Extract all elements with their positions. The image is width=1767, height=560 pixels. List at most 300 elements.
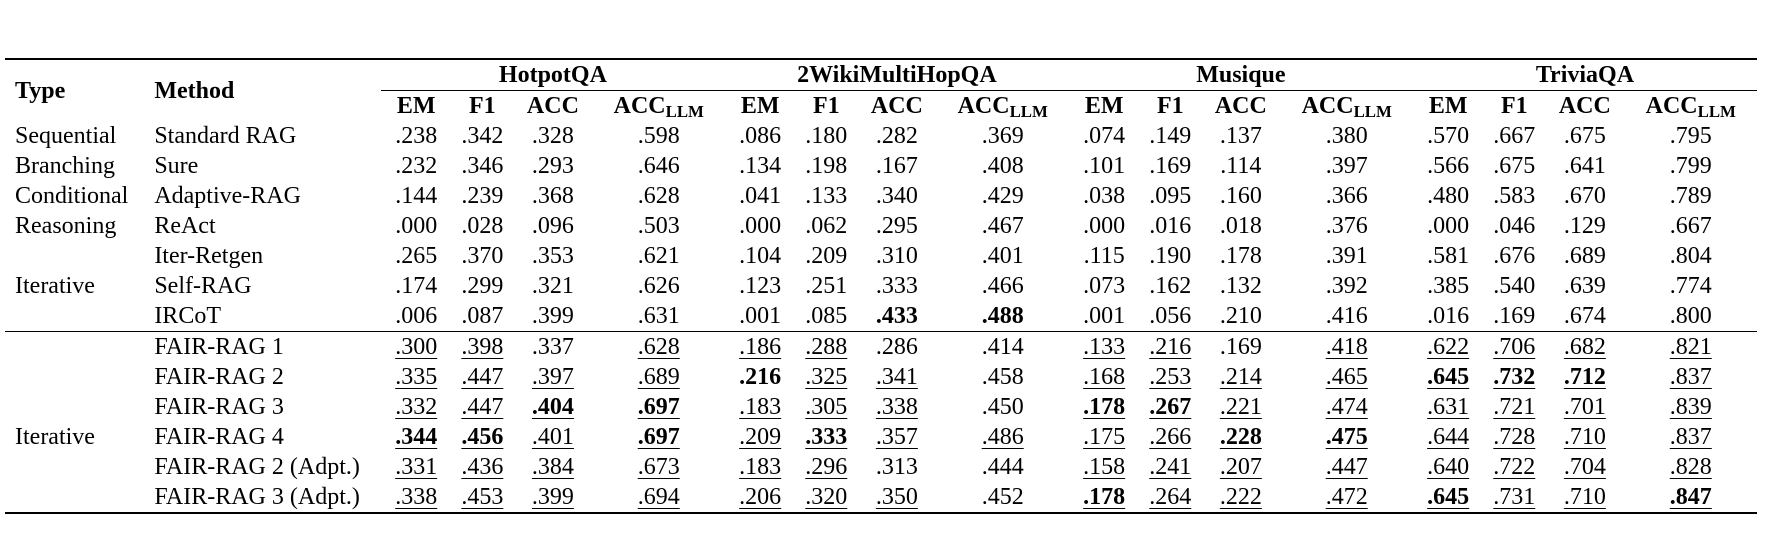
- score-cell: [1069, 332, 1140, 363]
- score-value: .444: [981, 454, 1024, 480]
- score-value: .837: [1669, 364, 1712, 390]
- score-value: .731: [1493, 484, 1536, 510]
- score-value: .670: [1563, 183, 1606, 209]
- metric-header-acc: ACC: [870, 93, 923, 119]
- row-method: FAIR-RAG 2: [154, 364, 284, 390]
- score-cell: [381, 301, 452, 332]
- score-value: .847: [1669, 484, 1712, 510]
- score-cell: [937, 482, 1069, 513]
- score-value: .321: [531, 273, 574, 299]
- score-cell: [725, 151, 796, 181]
- metric-header-em: EM: [740, 93, 780, 119]
- score-cell: [937, 181, 1069, 211]
- score-value: .418: [1325, 334, 1368, 360]
- score-value: .646: [637, 153, 680, 179]
- score-value: .104: [739, 243, 782, 269]
- score-value: .207: [1219, 454, 1262, 480]
- score-cell: [381, 211, 452, 241]
- row-method: ReAct: [154, 213, 216, 239]
- score-value: .305: [805, 394, 848, 420]
- score-cell: [1281, 392, 1413, 422]
- score-value: .472: [1325, 484, 1368, 510]
- score-value: .115: [1083, 243, 1125, 269]
- score-cell: [857, 151, 936, 181]
- score-cell: [513, 241, 592, 271]
- score-value: .401: [981, 243, 1024, 269]
- score-value: .198: [805, 153, 848, 179]
- score-cell: [1625, 121, 1757, 151]
- score-cell: [1413, 181, 1484, 211]
- score-cell: [725, 422, 796, 452]
- score-value: .429: [981, 183, 1024, 209]
- score-value: .583: [1493, 183, 1536, 209]
- score-cell: [1413, 362, 1484, 392]
- score-cell: [1281, 362, 1413, 392]
- score-cell: [1413, 332, 1484, 363]
- score-cell: [1545, 332, 1624, 363]
- score-value: .376: [1325, 213, 1368, 239]
- score-value: .016: [1149, 213, 1192, 239]
- score-cell: [795, 452, 857, 482]
- metric-header-em: EM: [1428, 93, 1468, 119]
- score-cell: [513, 301, 592, 332]
- score-value: .486: [981, 424, 1024, 450]
- metric-acc-label: ACC: [957, 93, 1010, 119]
- results-body: [5, 121, 1757, 513]
- score-cell: [1625, 241, 1757, 271]
- score-cell: [725, 301, 796, 332]
- metric-header-em: EM: [1084, 93, 1124, 119]
- score-cell: [451, 211, 513, 241]
- score-value: .288: [805, 334, 848, 360]
- score-value: .178: [1083, 394, 1126, 420]
- score-value: .320: [805, 484, 848, 510]
- score-cell: [1545, 392, 1624, 422]
- row-type: Iterative: [15, 424, 95, 450]
- score-cell: [857, 271, 936, 301]
- table-row: [5, 452, 1757, 482]
- score-value: .689: [637, 364, 680, 390]
- score-value: .169: [1493, 303, 1536, 329]
- score-cell: [1139, 422, 1201, 452]
- header-type: Type: [5, 59, 148, 121]
- score-cell: [451, 151, 513, 181]
- score-cell: [593, 181, 725, 211]
- score-value: .335: [395, 364, 438, 390]
- score-value: .190: [1149, 243, 1192, 269]
- score-cell: [1139, 241, 1201, 271]
- score-value: .397: [1325, 153, 1368, 179]
- score-cell: [1139, 181, 1201, 211]
- metric-acc-label: ACC: [613, 93, 666, 119]
- score-cell: [1069, 121, 1140, 151]
- score-cell: [725, 392, 796, 422]
- score-value: .397: [531, 364, 574, 390]
- score-value: .839: [1669, 394, 1712, 420]
- score-cell: [1545, 301, 1624, 332]
- score-value: .062: [805, 213, 848, 239]
- score-value: .828: [1669, 454, 1712, 480]
- score-value: .328: [531, 123, 574, 149]
- score-value: .214: [1219, 364, 1262, 390]
- score-value: .628: [637, 183, 680, 209]
- score-value: .467: [981, 213, 1024, 239]
- score-cell: [1545, 422, 1624, 452]
- score-cell: [593, 301, 725, 332]
- metric-header-acc-llm: [1281, 91, 1413, 122]
- score-value: .160: [1219, 183, 1262, 209]
- score-cell: [1201, 181, 1280, 211]
- score-cell: [795, 121, 857, 151]
- score-value: .325: [805, 364, 848, 390]
- score-value: .706: [1493, 334, 1536, 360]
- score-value: .169: [1219, 334, 1262, 360]
- score-cell: [1413, 301, 1484, 332]
- header-method: Method: [148, 59, 381, 121]
- score-cell: [1139, 301, 1201, 332]
- score-value: .645: [1427, 364, 1470, 390]
- score-value: .310: [875, 243, 918, 269]
- score-value: .732: [1493, 364, 1536, 390]
- score-cell: [1139, 332, 1201, 363]
- score-value: .344: [395, 424, 438, 450]
- table-row: [5, 362, 1757, 392]
- score-cell: [513, 181, 592, 211]
- score-value: .046: [1493, 213, 1536, 239]
- score-cell: [1483, 301, 1545, 332]
- score-cell: [795, 151, 857, 181]
- score-cell: [451, 362, 513, 392]
- score-cell: [1281, 241, 1413, 271]
- score-cell: [1201, 241, 1280, 271]
- score-value: .132: [1219, 273, 1262, 299]
- score-cell: [513, 332, 592, 363]
- score-value: .385: [1427, 273, 1470, 299]
- score-cell: [795, 241, 857, 271]
- header-dataset-triviaqa: TriviaQA: [1413, 59, 1757, 91]
- row-method: Adaptive-RAG: [154, 183, 301, 209]
- score-value: .697: [637, 394, 680, 420]
- score-value: .799: [1669, 153, 1712, 179]
- score-cell: [937, 332, 1069, 363]
- score-cell: [1201, 362, 1280, 392]
- score-value: .056: [1149, 303, 1192, 329]
- row-method: Iter-Retgen: [154, 243, 264, 269]
- score-value: .221: [1219, 394, 1262, 420]
- row-method: FAIR-RAG 4: [154, 424, 284, 450]
- row-method: FAIR-RAG 3 (Adpt.): [148, 482, 381, 513]
- score-value: .789: [1669, 183, 1712, 209]
- score-cell: [1483, 452, 1545, 482]
- score-value: .129: [1563, 213, 1606, 239]
- score-value: .222: [1219, 484, 1262, 510]
- score-value: .622: [1427, 334, 1470, 360]
- score-value: .710: [1563, 484, 1606, 510]
- score-value: .178: [1219, 243, 1262, 269]
- score-cell: [1069, 211, 1140, 241]
- header-dataset-musique: Musique: [1069, 59, 1413, 91]
- table-row: [5, 181, 1757, 211]
- score-value: .341: [875, 364, 918, 390]
- score-cell: [857, 422, 936, 452]
- score-value: .644: [1427, 424, 1470, 450]
- score-value: .474: [1325, 394, 1368, 420]
- score-value: .621: [637, 243, 680, 269]
- score-value: .101: [1083, 153, 1126, 179]
- score-cell: [1413, 482, 1484, 513]
- score-value: .503: [637, 213, 680, 239]
- score-value: .433: [875, 303, 918, 329]
- score-cell: [857, 211, 936, 241]
- row-type: [5, 482, 148, 513]
- metric-header-acc-llm: [937, 91, 1069, 122]
- score-value: .697: [637, 424, 680, 450]
- score-cell: [1483, 422, 1545, 452]
- score-value: .447: [461, 364, 504, 390]
- score-cell: [1545, 482, 1624, 513]
- score-value: .169: [1149, 153, 1192, 179]
- score-value: .342: [461, 123, 504, 149]
- score-value: .313: [875, 454, 918, 480]
- table-row: [5, 121, 1757, 151]
- score-cell: [857, 482, 936, 513]
- score-value: .452: [981, 484, 1024, 510]
- score-cell: [1413, 151, 1484, 181]
- score-cell: [1281, 121, 1413, 151]
- score-cell: [513, 392, 592, 422]
- row-method: FAIR-RAG 2 (Adpt.): [154, 454, 360, 480]
- score-value: .095: [1149, 183, 1192, 209]
- score-cell: [1201, 392, 1280, 422]
- score-cell: [451, 181, 513, 211]
- score-value: .366: [1325, 183, 1368, 209]
- score-cell: [593, 362, 725, 392]
- score-value: .206: [739, 484, 782, 510]
- score-cell: [1625, 482, 1757, 513]
- score-value: .174: [395, 273, 438, 299]
- score-value: .639: [1563, 273, 1606, 299]
- score-cell: [1545, 181, 1624, 211]
- score-value: .016: [1427, 303, 1470, 329]
- score-cell: [593, 271, 725, 301]
- score-value: .001: [1083, 303, 1126, 329]
- score-value: .333: [875, 273, 918, 299]
- score-cell: [381, 362, 452, 392]
- score-value: .253: [1149, 364, 1192, 390]
- score-cell: [1069, 181, 1140, 211]
- score-cell: [1139, 151, 1201, 181]
- score-value: .566: [1427, 153, 1470, 179]
- score-cell: [1201, 151, 1280, 181]
- row-method: Sure: [154, 153, 199, 179]
- score-value: .149: [1149, 123, 1192, 149]
- score-value: .721: [1493, 394, 1536, 420]
- metric-acc-label: ACC: [1645, 93, 1698, 119]
- score-cell: [795, 422, 857, 452]
- score-cell: [1281, 181, 1413, 211]
- score-value: .087: [461, 303, 504, 329]
- score-value: .728: [1493, 424, 1536, 450]
- score-value: .167: [875, 153, 918, 179]
- score-cell: [1069, 241, 1140, 271]
- table-row: [5, 151, 1757, 181]
- score-cell: [1625, 422, 1757, 452]
- score-cell: [1483, 392, 1545, 422]
- row-type: [5, 301, 148, 332]
- score-cell: [513, 422, 592, 452]
- score-cell: [451, 332, 513, 363]
- score-value: .380: [1325, 123, 1368, 149]
- score-cell: [381, 482, 452, 513]
- score-cell: [1069, 151, 1140, 181]
- score-value: .641: [1563, 153, 1606, 179]
- score-cell: [1413, 422, 1484, 452]
- score-value: .238: [395, 123, 438, 149]
- score-cell: [1069, 482, 1140, 513]
- score-cell: [593, 241, 725, 271]
- score-cell: [593, 332, 725, 363]
- score-cell: [937, 151, 1069, 181]
- score-value: .710: [1563, 424, 1606, 450]
- score-cell: [1545, 151, 1624, 181]
- score-value: .209: [739, 424, 782, 450]
- score-cell: [451, 271, 513, 301]
- score-value: .000: [1427, 213, 1470, 239]
- table-row: [5, 271, 1757, 301]
- score-cell: [1281, 482, 1413, 513]
- score-value: .162: [1149, 273, 1192, 299]
- table-row: [5, 422, 1757, 452]
- score-value: .466: [981, 273, 1024, 299]
- score-value: .722: [1493, 454, 1536, 480]
- score-cell: [937, 422, 1069, 452]
- row-type: [5, 241, 148, 271]
- score-cell: [1201, 121, 1280, 151]
- score-value: .186: [739, 334, 782, 360]
- score-cell: [1625, 362, 1757, 392]
- score-cell: [1281, 332, 1413, 363]
- score-cell: [381, 121, 452, 151]
- score-value: .286: [875, 334, 918, 360]
- row-method: Self-RAG: [154, 273, 252, 299]
- score-value: .282: [875, 123, 918, 149]
- score-cell: [1545, 211, 1624, 241]
- score-cell: [381, 241, 452, 271]
- row-type: Sequential: [15, 123, 117, 149]
- score-value: .488: [981, 303, 1024, 329]
- score-cell: [937, 392, 1069, 422]
- score-value: .175: [1083, 424, 1126, 450]
- score-cell: [795, 332, 857, 363]
- score-cell: [381, 181, 452, 211]
- score-value: .821: [1669, 334, 1712, 360]
- score-value: .178: [1083, 484, 1126, 510]
- metric-header-f1: F1: [1156, 93, 1184, 119]
- row-type: [5, 452, 148, 482]
- score-cell: [1625, 452, 1757, 482]
- row-method: FAIR-RAG 1: [148, 332, 381, 363]
- score-value: .628: [637, 334, 680, 360]
- score-value: .300: [395, 334, 438, 360]
- score-cell: [795, 362, 857, 392]
- score-value: .018: [1219, 213, 1262, 239]
- metric-header-acc: ACC: [526, 93, 579, 119]
- score-value: .180: [805, 123, 848, 149]
- score-cell: [1281, 151, 1413, 181]
- score-cell: [513, 362, 592, 392]
- score-cell: [593, 392, 725, 422]
- score-cell: [593, 211, 725, 241]
- metric-header-f1: F1: [1500, 93, 1528, 119]
- score-cell: [513, 271, 592, 301]
- score-value: .447: [461, 394, 504, 420]
- score-value: .391: [1325, 243, 1368, 269]
- score-value: .370: [461, 243, 504, 269]
- score-cell: [725, 241, 796, 271]
- score-value: .401: [531, 424, 574, 450]
- score-value: .704: [1563, 454, 1606, 480]
- metric-llm-subscript: LLM: [1353, 102, 1392, 122]
- score-cell: [1139, 362, 1201, 392]
- score-cell: [857, 301, 936, 332]
- score-cell: [451, 392, 513, 422]
- score-value: .399: [531, 303, 574, 329]
- score-value: .028: [461, 213, 504, 239]
- score-value: .267: [1149, 394, 1192, 420]
- score-cell: [795, 301, 857, 332]
- score-value: .216: [1149, 334, 1192, 360]
- score-value: .295: [875, 213, 918, 239]
- score-cell: [1281, 452, 1413, 482]
- score-value: .239: [461, 183, 504, 209]
- score-cell: [1545, 271, 1624, 301]
- results-table: [5, 58, 1757, 514]
- score-value: .676: [1493, 243, 1536, 269]
- score-value: .408: [981, 153, 1024, 179]
- score-value: .183: [739, 394, 782, 420]
- metric-header-f1: F1: [469, 93, 496, 119]
- score-value: .682: [1563, 334, 1606, 360]
- score-value: .369: [981, 123, 1024, 149]
- score-cell: [795, 211, 857, 241]
- score-cell: [725, 482, 796, 513]
- row-type: Branching: [15, 153, 115, 179]
- score-cell: [513, 482, 592, 513]
- score-value: .694: [637, 484, 680, 510]
- score-cell: [1201, 482, 1280, 513]
- score-value: .350: [875, 484, 918, 510]
- score-cell: [1413, 211, 1484, 241]
- score-value: .264: [1149, 484, 1192, 510]
- score-value: .333: [805, 424, 848, 450]
- score-cell: [1201, 211, 1280, 241]
- score-cell: [381, 452, 452, 482]
- score-cell: [513, 121, 592, 151]
- score-cell: [1281, 301, 1413, 332]
- score-value: .332: [395, 394, 438, 420]
- score-value: .392: [1325, 273, 1368, 299]
- score-value: .266: [1149, 424, 1192, 450]
- score-cell: [1201, 332, 1280, 363]
- score-value: .640: [1427, 454, 1470, 480]
- score-cell: [381, 271, 452, 301]
- score-cell: [1483, 482, 1545, 513]
- score-cell: [1139, 452, 1201, 482]
- score-value: .000: [739, 213, 782, 239]
- score-value: .038: [1083, 183, 1126, 209]
- score-value: .480: [1427, 183, 1470, 209]
- score-value: .598: [637, 123, 680, 149]
